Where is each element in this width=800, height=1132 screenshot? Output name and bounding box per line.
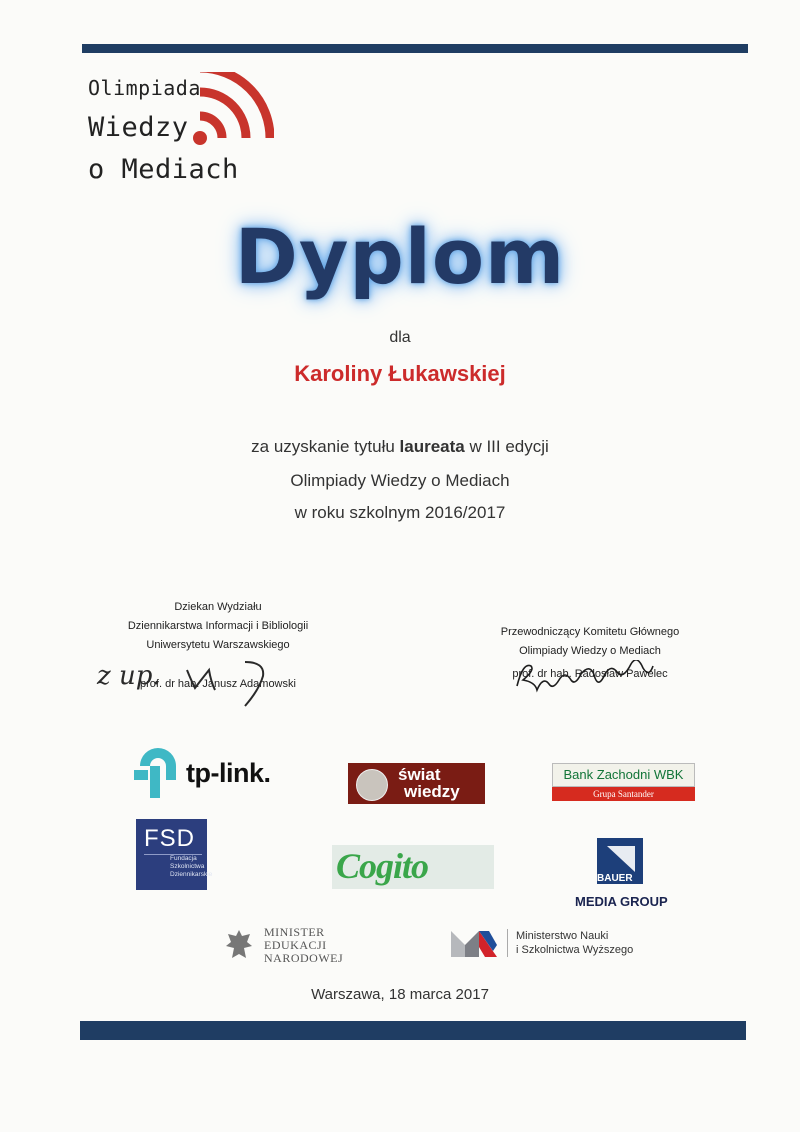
fsd-wordmark: FSD (144, 825, 195, 852)
award-text-post: w III edycji (464, 437, 549, 456)
diploma-title: Dyplom (234, 212, 566, 301)
award-text-line-1 (0, 437, 800, 457)
tplink-wordmark: tp-link. (186, 758, 271, 788)
mnisw-mark-icon (449, 927, 501, 959)
handwritten-signature-left (95, 652, 295, 712)
mnisw-text (507, 929, 633, 957)
left-signatory-name: prof. dr hab. Janusz Adamowski (140, 678, 296, 690)
tplink-logo (134, 748, 284, 802)
swiat-line-2: wiedzy (404, 782, 460, 801)
men-logo (224, 926, 364, 968)
bzwbk-name: Bank Zachodni WBK (552, 763, 695, 787)
eagle-emblem-icon (224, 928, 254, 964)
tplink-mark-icon (134, 748, 186, 802)
logo-line-2: Wiedzy (88, 112, 189, 143)
broadcast-signal-icon (184, 72, 274, 162)
cogito-wordmark: Cogito (336, 846, 429, 886)
bzwbk-group: Grupa Santander (552, 787, 695, 801)
globe-icon (356, 769, 388, 801)
award-title: laureata (399, 437, 465, 456)
issue-date: Warszawa, 18 marca 2017 (311, 986, 489, 1003)
men-line-1: MINISTER (264, 925, 325, 939)
mnisw-line-2: i Szkolnictwa Wyższego (516, 944, 634, 956)
award-text-line-3: w roku szkolnym 2016/2017 (294, 503, 506, 522)
fsd-logo (136, 819, 213, 890)
handwritten-note: z up. (97, 661, 161, 691)
mnisw-line-1: Ministerstwo Nauki (516, 930, 609, 942)
handwritten-signature-right (513, 660, 693, 694)
logo-line-1: Olimpiada (88, 76, 201, 100)
left-role-1: Dziekan Wydziału (174, 601, 262, 613)
swiat-wiedzy-logo (348, 763, 485, 804)
top-border-bar (82, 44, 748, 53)
bank-zachodni-logo (552, 763, 695, 801)
left-role-3: Uniwersytetu Warszawskiego (146, 639, 290, 651)
swiat-line-1: świat (398, 765, 441, 784)
bottom-border-bar (80, 1021, 746, 1040)
right-signatory-name: prof. dr hab. Radosław Pawelec (512, 668, 668, 680)
fsd-fullname: Fundacja Szkolnictwa Dziennikarskie (170, 855, 213, 878)
cogito-logo (332, 845, 494, 889)
award-text-line-2: Olimpiady Wiedzy o Mediach (290, 471, 510, 490)
men-line-2: EDUKACJI (264, 938, 327, 952)
left-role-2: Dziennikarstwa Informacji i Bibliologii (127, 620, 309, 632)
right-role-1: Przewodniczący Komitetu Głównego (500, 626, 680, 638)
right-role-2: Olimpiady Wiedzy o Mediach (519, 645, 661, 657)
logo-line-3: o Mediach (88, 154, 239, 185)
mnisw-logo (449, 927, 669, 963)
olympiad-logo (84, 72, 284, 188)
for-label: dla (389, 329, 411, 346)
award-text-pre: za uzyskanie tytułu (251, 437, 400, 456)
bauer-name: BAUER (597, 873, 633, 884)
bauer-media-logo (575, 838, 667, 910)
recipient-name: Karoliny Łukawskiej (294, 361, 506, 386)
bauer-media-group: MEDIA GROUP (575, 894, 668, 909)
men-text (264, 926, 343, 965)
men-line-3: NARODOWEJ (264, 951, 344, 965)
